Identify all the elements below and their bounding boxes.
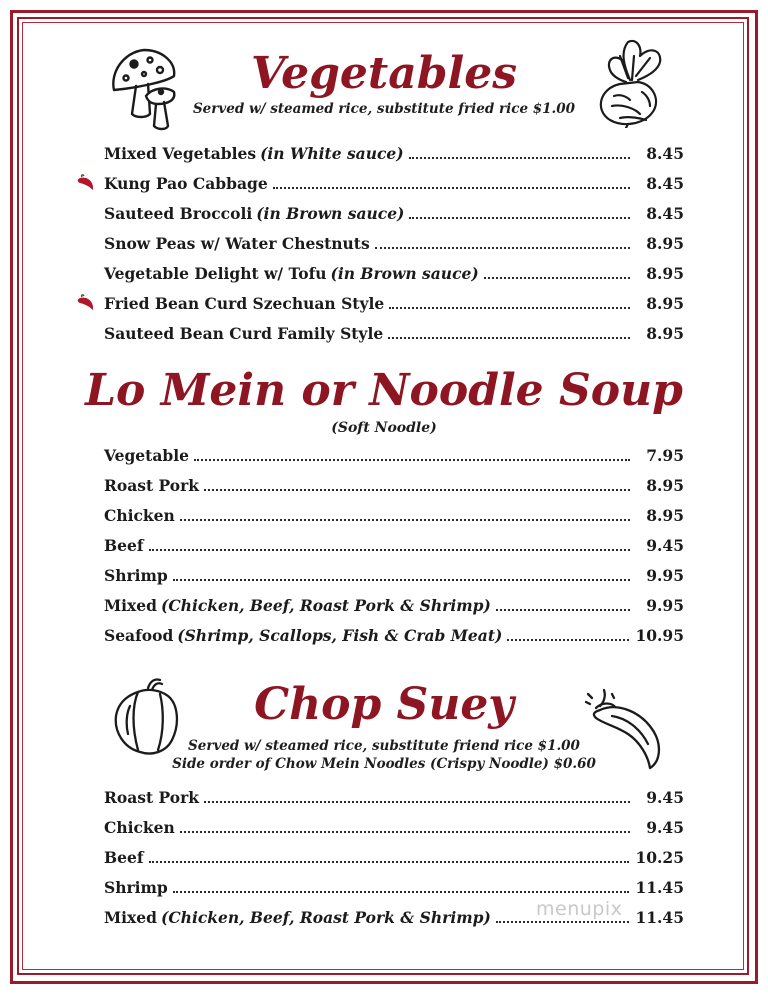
item-name: Beef [104,535,144,555]
lo-mein-list [104,440,684,650]
chili-pepper-icon [76,174,96,192]
item-name: Vegetable [104,445,189,465]
item-price: 9.45 [646,535,684,555]
item-price: 8.95 [646,323,684,343]
leader-dots [389,291,630,309]
item-name: Shrimp [104,877,168,897]
item-name: Sauteed Broccoli [104,203,253,223]
section-title-chop-suey: Chop Suey [254,679,514,730]
leader-dots [484,261,630,279]
menu-item [104,228,684,258]
leader-dots [388,321,630,339]
leader-dots [149,533,631,551]
section-title-lo-mein: Lo Mein or Noodle Soup [85,365,683,416]
item-note: (Chicken, Beef, Roast Pork & Shrimp) [161,595,491,615]
menu-item [104,590,684,620]
item-name: Kung Pao Cabbage [104,173,268,193]
menu-item [104,620,684,650]
watermark: menupix [536,898,623,920]
item-name: Seafood [104,625,174,645]
menu-item [104,530,684,560]
item-name: Shrimp [104,565,168,585]
item-price: 8.45 [646,173,684,193]
menu-item [104,440,684,470]
section-note: Served w/ steamed rice, substitute friend rice $1.00 [188,738,580,754]
menu-item [104,560,684,590]
section-title-vegetables: Vegetables [251,48,517,99]
menu-item [104,782,684,812]
item-price: 8.45 [646,203,684,223]
item-note: (Chicken, Beef, Roast Pork & Shrimp) [161,907,491,927]
item-price: 10.25 [635,847,684,867]
item-price: 9.45 [646,817,684,837]
item-price: 8.45 [646,143,684,163]
section-note: Side order of Chow Mein Noodles (Crispy Noodle) $0.60 [172,756,596,772]
menu-item [104,500,684,530]
item-name: Snow Peas w/ Water Chestnuts [104,233,370,253]
menu-item [104,138,684,168]
menu-item [104,258,684,288]
item-price: 8.95 [646,293,684,313]
item-note: (in Brown sauce) [330,263,479,283]
item-price: 9.95 [646,565,684,585]
leader-dots [173,875,630,893]
menu-item [104,198,684,228]
leader-dots [273,171,630,189]
item-price: 8.95 [646,263,684,283]
leader-dots [173,563,630,581]
item-note: (in White sauce) [260,143,404,163]
item-price: 10.95 [635,625,684,645]
item-price: 8.95 [646,475,684,495]
item-price: 7.95 [646,445,684,465]
item-price: 8.95 [646,233,684,253]
leader-dots [375,231,630,249]
leader-dots [204,785,630,803]
leader-dots [496,593,630,611]
item-note: (in Brown sauce) [256,203,405,223]
menu-item [104,318,684,348]
item-name: Roast Pork [104,475,200,495]
item-price: 11.45 [635,877,684,897]
leader-dots [409,201,630,219]
menu-item [104,288,684,318]
item-name: Mixed [104,595,157,615]
menu-item [104,470,684,500]
item-name: Roast Pork [104,787,200,807]
leader-dots [204,473,630,491]
item-name: Beef [104,847,144,867]
item-name: Mixed Vegetables [104,143,257,163]
item-note: (Shrimp, Scallops, Fish & Crab Meat) [177,625,503,645]
menu-item [104,168,684,198]
item-name: Chicken [104,505,175,525]
leader-dots [149,845,630,863]
item-price: 11.45 [635,907,684,927]
item-name: Mixed [104,907,157,927]
leader-dots [180,815,630,833]
vegetables-list [104,138,684,348]
leader-dots [180,503,630,521]
leader-dots [507,623,629,641]
leader-dots [194,443,630,461]
item-price: 8.95 [646,505,684,525]
item-price: 9.95 [646,595,684,615]
menu-item [104,842,684,872]
item-name: Vegetable Delight w/ Tofu [104,263,327,283]
item-price: 9.45 [646,787,684,807]
item-name: Chicken [104,817,175,837]
leader-dots [409,141,630,159]
item-name: Sauteed Bean Curd Family Style [104,323,384,343]
section-note: (Soft Noodle) [331,420,437,436]
menu-item [104,812,684,842]
section-note: Served w/ steamed rice, substitute fried rice $1.00 [192,101,576,117]
item-name: Fried Bean Curd Szechuan Style [104,293,385,313]
chili-pepper-icon [76,294,96,312]
